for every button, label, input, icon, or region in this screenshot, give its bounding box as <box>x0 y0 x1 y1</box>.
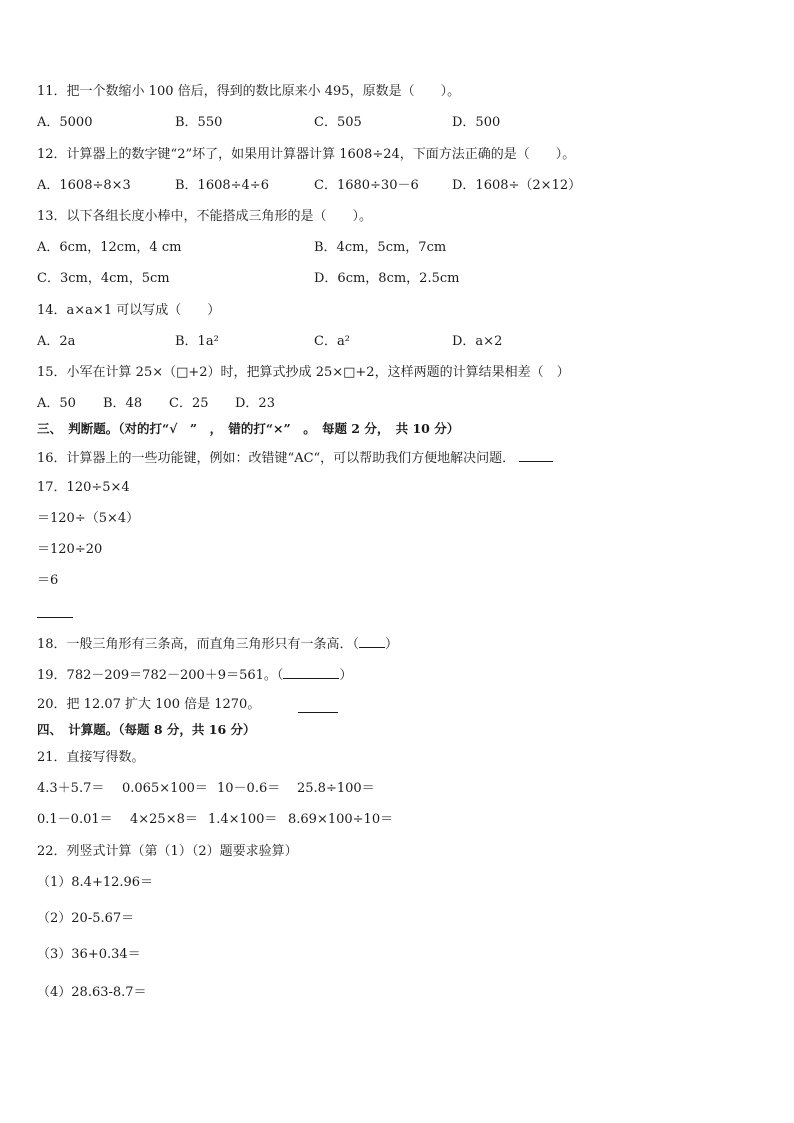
calc-item: 0.065×100＝ <box>122 781 208 796</box>
question-13-stem: 13．以下各组长度小棒中，不能搭成三角形的是（ ）。 <box>37 209 373 224</box>
q13-option-d: D．6cm，8cm，2.5cm <box>314 271 460 286</box>
question-14-stem: 14．a×a×1 可以写成（ ） <box>37 303 221 318</box>
q15-option-a: A．50 <box>37 396 76 411</box>
q14-option-c: C．a² <box>314 334 350 349</box>
question-16-stem <box>37 448 553 468</box>
question-16-text: 16．计算器上的一些功能键，例如：改错键“AC“，可以帮助我们方便地解决问题． <box>37 451 516 466</box>
question-22-stem: 22．列竖式计算（第（1）（2）题要求验算） <box>37 844 298 859</box>
question-17-line-3: ＝120÷20 <box>37 542 103 557</box>
question-21-stem: 21．直接写得数。 <box>37 750 145 765</box>
q13-option-a: A．6cm，12cm，4 cm <box>37 240 182 255</box>
answer-blank[interactable] <box>283 665 339 679</box>
answer-blank[interactable] <box>298 711 338 713</box>
calc-item: 4×25×8＝ <box>130 812 198 827</box>
question-11-stem: 11．把一个数缩小 100 倍后，得到的数比原来小 495，原数是（ ）。 <box>37 84 461 99</box>
q13-option-c: C．3cm，4cm，5cm <box>37 271 170 286</box>
question-19-stem <box>37 665 352 685</box>
calc-item: 0.1－0.01＝ <box>37 812 113 827</box>
answer-blank[interactable] <box>519 448 553 462</box>
q15-option-b: B．48 <box>103 396 143 411</box>
calc-item: 1.4×100＝ <box>208 812 278 827</box>
q12-option-c: C．1680÷30－6 <box>314 178 419 193</box>
calc-item: 8.69×100÷10＝ <box>288 812 394 827</box>
calc-item: 25.8÷100＝ <box>297 781 375 796</box>
q11-option-d: D．500 <box>452 115 501 130</box>
q15-option-d: D．23 <box>235 396 275 411</box>
q14-option-d: D．a×2 <box>452 334 503 349</box>
q11-option-a: A．5000 <box>37 115 93 130</box>
question-17-line-4: ＝6 <box>37 573 59 588</box>
q22-item-2: （2）20-5.67＝ <box>37 911 135 926</box>
question-17-line-1: 17．120÷5×4 <box>37 480 130 495</box>
question-20-stem: 20．把 12.07 扩大 100 倍是 1270。 <box>37 697 261 712</box>
q11-option-c: C．505 <box>314 115 362 130</box>
q15-option-c: C．25 <box>169 396 209 411</box>
q12-option-a: A．1608÷8×3 <box>37 178 131 193</box>
q22-item-1: （1）8.4+12.96＝ <box>37 875 154 890</box>
answer-blank[interactable] <box>37 616 73 618</box>
answer-blank[interactable] <box>359 634 385 648</box>
question-17-line-2: ＝120÷（5×4） <box>37 511 140 526</box>
calc-item: 4.3＋5.7＝ <box>37 781 105 796</box>
calc-item: 10－0.6＝ <box>217 781 281 796</box>
q14-option-a: A．2a <box>37 334 76 349</box>
q12-option-d: D．1608÷（2×12） <box>452 178 582 193</box>
q22-item-3: （3）36+0.34＝ <box>37 947 141 962</box>
question-15-stem: 15．小军在计算 25×（□+2）时，把算式抄成 25×□+2，这样两题的计算结果相差（ ） <box>37 365 570 380</box>
q11-option-b: B．550 <box>175 115 223 130</box>
question-12-stem: 12．计算器上的数字键“2”坏了，如果用计算器计算 1608÷24，下面方法正确的是（ ）。 <box>37 147 576 162</box>
question-18-stem <box>37 634 398 654</box>
q12-option-b: B．1608÷4÷6 <box>175 178 269 193</box>
question-19-tail: ） <box>339 668 353 683</box>
section-3-heading: 三、 判断题。（对的打“√ ” ， 错的打“×” 。 每题 2 分， 共 10 分） <box>37 421 460 436</box>
q14-option-b: B．1a² <box>175 334 219 349</box>
question-18-tail: ） <box>385 637 399 652</box>
question-19-text: 19．782－209＝782－200＋9＝561。（ <box>37 668 284 683</box>
question-18-text: 18．一般三角形有三条高，而直角三角形只有一条高．（ <box>37 637 360 652</box>
section-4-heading: 四、 计算题。（每题 8 分，共 16 分） <box>37 722 256 737</box>
q22-item-4: （4）28.63-8.7＝ <box>37 985 147 1000</box>
q13-option-b: B．4cm，5cm，7cm <box>314 240 447 255</box>
